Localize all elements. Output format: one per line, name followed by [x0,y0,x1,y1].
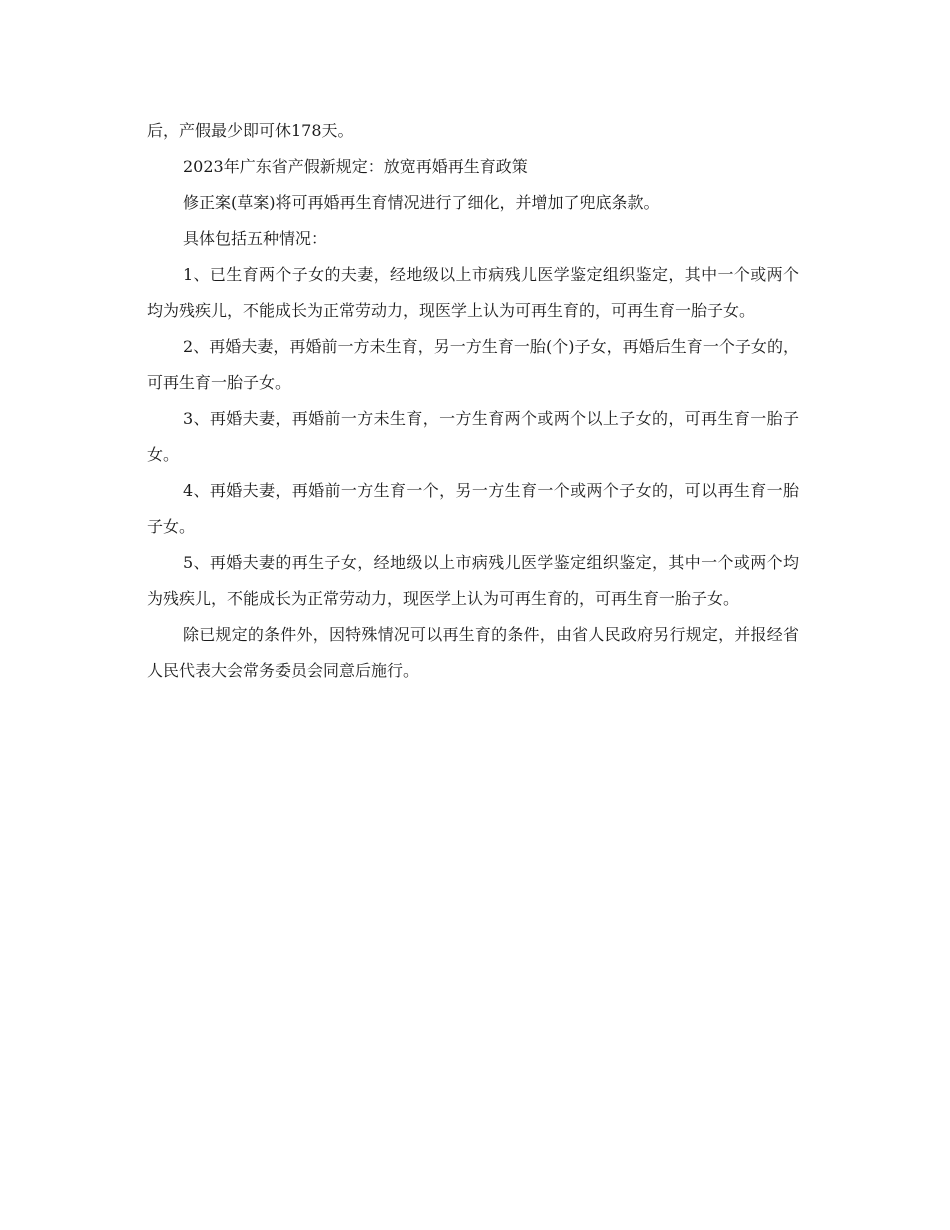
paragraph-case-2: 2、再婚夫妻，再婚前一方未生育，另一方生育一胎(个)子女，再婚后生育一个子女的，可再生育一胎子女。 [147,337,799,392]
paragraph-heading: 2023年广东省产假新规定：放宽再婚再生育政策 [183,157,528,176]
paragraph-case-4: 4、再婚夫妻，再婚前一方生育一个，另一方生育一个或两个子女的，可以再生育一胎子女。 [147,481,799,536]
paragraph-amendment: 修正案(草案)将可再婚再生育情况进行了细化，并增加了兜底条款。 [183,193,660,212]
paragraph-continuation: 后，产假最少即可休178天。 [147,121,354,140]
document-body [147,113,799,689]
paragraph-case-1: 1、已生育两个子女的夫妻，经地级以上市病残儿医学鉴定组织鉴定，其中一个或两个均为残疾儿，不能成长为正常劳动力，现医学上认为可再生育的，可再生育一胎子女。 [147,265,799,320]
paragraph-case-5: 5、再婚夫妻的再生子女，经地级以上市病残儿医学鉴定组织鉴定，其中一个或两个均为残疾儿，不能成长为正常劳动力，现医学上认为可再生育的，可再生育一胎子女。 [147,553,799,608]
paragraph-intro: 具体包括五种情况： [183,229,328,248]
paragraph-case-3: 3、再婚夫妻，再婚前一方未生育，一方生育两个或两个以上子女的，可再生育一胎子女。 [147,409,799,464]
paragraph-closing: 除已规定的条件外，因特殊情况可以再生育的条件，由省人民政府另行规定，并报经省人民代表大会常务委员会同意后施行。 [147,625,799,680]
